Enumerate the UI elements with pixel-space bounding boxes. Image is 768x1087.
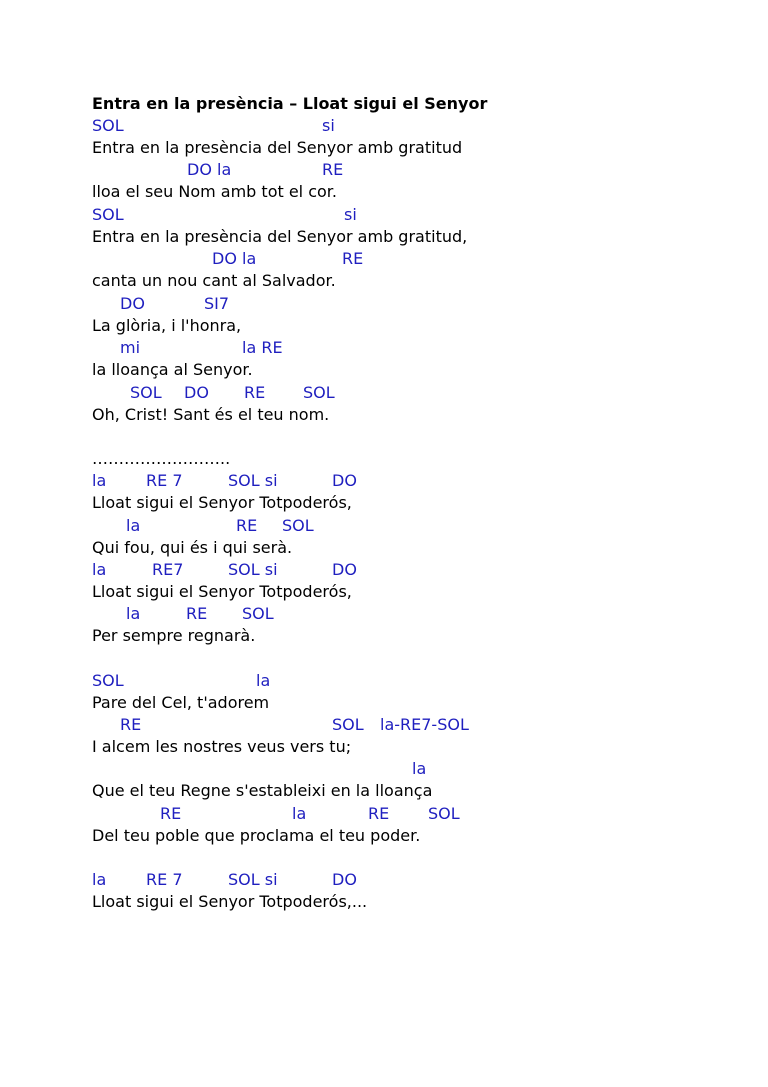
chord: DO xyxy=(332,870,357,889)
song-title: Entra en la presència – Lloat sigui el Senyor xyxy=(92,94,488,113)
chord: la-RE7-SOL xyxy=(380,715,469,734)
chord: mi xyxy=(120,338,141,357)
chord: SOL xyxy=(92,116,124,135)
chord: SOL xyxy=(242,604,274,623)
chord: la RE xyxy=(242,338,283,357)
chord: RE7 xyxy=(152,560,184,579)
chord: RE xyxy=(236,516,258,535)
chord: RE xyxy=(322,160,344,179)
chord: SOL si xyxy=(228,870,278,889)
lyric-line: Lloat sigui el Senyor Totpoderós, xyxy=(92,582,352,601)
chord: DO la xyxy=(187,160,232,179)
lyric-line: Lloat sigui el Senyor Totpoderós,... xyxy=(92,892,368,911)
chord: la xyxy=(92,870,107,889)
chord: RE xyxy=(120,715,142,734)
lyric-line: Oh, Crist! Sant és el teu nom. xyxy=(92,405,330,424)
lyric-line: I alcem les nostres veus vers tu; xyxy=(92,737,352,756)
chord: si xyxy=(344,205,357,224)
lyric-line: la lloança al Senyor. xyxy=(92,360,253,379)
chord: la xyxy=(92,471,107,490)
lyric-line: Entra en la presència del Senyor amb gratitud, xyxy=(92,227,468,246)
chord: SOL xyxy=(332,715,364,734)
chord: SI7 xyxy=(204,294,230,313)
chord: RE xyxy=(160,804,182,823)
lyric-line: La glòria, i l'honra, xyxy=(92,316,242,335)
chord: SOL xyxy=(428,804,460,823)
chord: RE xyxy=(244,383,266,402)
chord: RE xyxy=(186,604,208,623)
chord: SOL si xyxy=(228,471,278,490)
chord: si xyxy=(322,116,335,135)
chord: RE 7 xyxy=(146,870,183,889)
lyric-line: Qui fou, qui és i qui serà. xyxy=(92,538,293,557)
chord: DO xyxy=(332,560,357,579)
lyric-line: Del teu poble que proclama el teu poder. xyxy=(92,826,421,845)
chord: la xyxy=(292,804,307,823)
chord: la xyxy=(126,516,141,535)
lyric-line: Per sempre regnarà. xyxy=(92,626,256,645)
lyric-line: Entra en la presència del Senyor amb gratitud xyxy=(92,138,463,157)
chord: SOL si xyxy=(228,560,278,579)
chord: DO la xyxy=(212,249,257,268)
chord: DO xyxy=(120,294,145,313)
chord: SOL xyxy=(130,383,162,402)
chord: la xyxy=(126,604,141,623)
lyric-line: Lloat sigui el Senyor Totpoderós, xyxy=(92,493,352,512)
chord: RE xyxy=(368,804,390,823)
chord: DO xyxy=(332,471,357,490)
chord: SOL xyxy=(92,205,124,224)
chord: RE xyxy=(342,249,364,268)
chord: SOL xyxy=(92,671,124,690)
chord: la xyxy=(412,759,427,778)
chord: RE 7 xyxy=(146,471,183,490)
lyric-line: canta un nou cant al Salvador. xyxy=(92,271,336,290)
lyric-line: Que el teu Regne s'estableixi en la lloança xyxy=(92,781,433,800)
lyric-line: Pare del Cel, t'adorem xyxy=(92,693,270,712)
lyric-line: lloa el seu Nom amb tot el cor. xyxy=(92,182,337,201)
chord: SOL xyxy=(303,383,335,402)
chord: DO xyxy=(184,383,209,402)
chord: la xyxy=(256,671,271,690)
chord: SOL xyxy=(282,516,314,535)
chord: la xyxy=(92,560,107,579)
separator: …………………….. xyxy=(92,449,231,468)
